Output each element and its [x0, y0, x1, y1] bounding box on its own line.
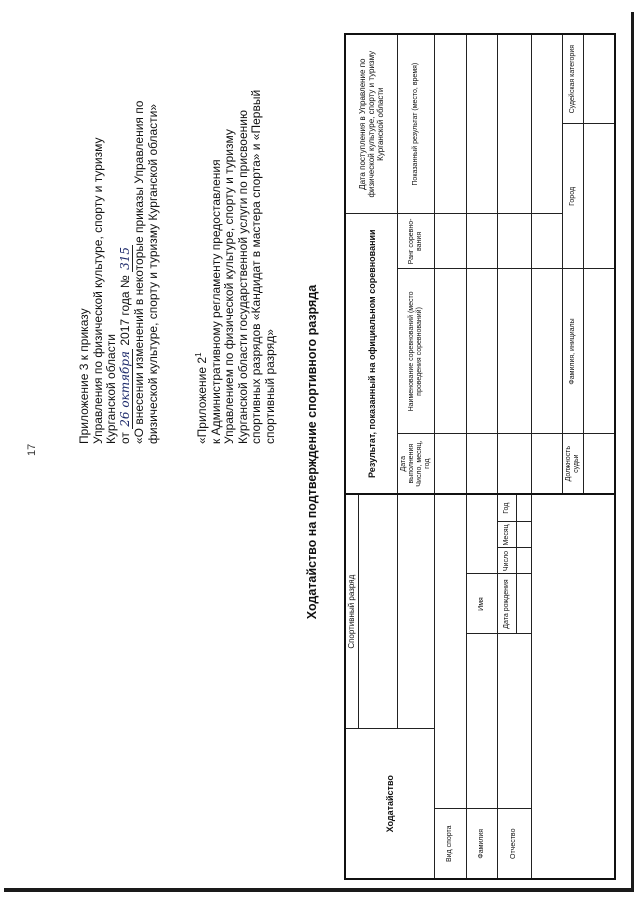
result-competition-1[interactable] [435, 269, 466, 434]
patronymic-value[interactable] [498, 634, 532, 809]
appendix-3-header [78, 24, 161, 444]
result-date-4[interactable] [531, 434, 562, 494]
name-label: Имя [466, 574, 497, 634]
appendix-3-line-2: Управления по физической культуре, спорту и туризму [90, 137, 105, 444]
competition-name-header: Наименование соревнований (место проведения соревнований) [398, 269, 435, 434]
result-competition-3[interactable] [498, 269, 532, 434]
birth-date-blank [516, 574, 531, 634]
appendix-2-line-4: Курганской области государственной услуги по присвоению [235, 110, 250, 444]
birth-year-value[interactable] [516, 494, 531, 522]
result-rank-2[interactable] [466, 214, 497, 269]
appendix-3-line-3: Курганской области [104, 334, 119, 444]
judge-category-header: Судейская категория [563, 34, 584, 124]
judge-position-value[interactable] [583, 434, 615, 494]
appendix-3-date-line [119, 24, 134, 444]
date-year-text: 2017 года № [117, 275, 132, 346]
date-received-header: Дата поступления в Управление по физической культуре, спорту и туризму Курганской области [345, 34, 398, 214]
competition-rank-header: Ранг соревно-вания [398, 214, 435, 269]
shown-result-header: Показанный результат (место, время) [398, 34, 435, 214]
name-value[interactable] [466, 494, 497, 574]
appendix-2-line-5: спортивных разрядов «Кандидат в мастера спорта» и «Первый [249, 89, 264, 444]
rotated-sheet [4, 12, 634, 892]
result-header: Результат, показанный на официальном соревновании [345, 214, 398, 494]
appendix-2-superscript: 1 [194, 352, 203, 357]
sport-type-label: Вид спорта [435, 809, 466, 879]
result-shown-4[interactable] [531, 34, 562, 214]
sport-rank-blank[interactable] [398, 494, 435, 729]
result-competition-4[interactable] [531, 269, 562, 434]
surname-label: Фамилия [466, 809, 497, 879]
city-value[interactable] [583, 124, 615, 269]
sport-rank-value[interactable] [358, 494, 398, 729]
handwritten-date: 26 октября [117, 351, 132, 427]
judge-name-value[interactable] [583, 269, 615, 434]
completion-date-label: Дата выполнения [400, 443, 416, 484]
patronymic-label: Отчество [498, 809, 532, 879]
result-rank-4[interactable] [531, 214, 562, 269]
judge-name-header: Фамилия, инициалы [563, 269, 584, 434]
judge-position-header: Должность судьи [563, 434, 584, 494]
document-page [4, 12, 634, 892]
city-header: Город [563, 124, 584, 269]
sport-rank-header: Спортивный разряд [345, 494, 358, 729]
surname-value[interactable] [466, 634, 497, 809]
date-prefix: от [117, 432, 132, 444]
appendix-2-line-2: к Административному регламенту предоставления [208, 159, 223, 444]
birth-day-value[interactable] [516, 548, 531, 574]
appendix-3-line-1: Приложение 3 к приказу [77, 308, 91, 444]
handwritten-order-number: 315 [117, 246, 132, 270]
petition-form-table [344, 33, 616, 880]
appendix-2-title: «Приложение 2 [195, 356, 209, 444]
result-date-1[interactable] [435, 434, 466, 494]
birth-month-value[interactable] [516, 522, 531, 548]
form-title: Ходатайство на подтверждение спортивного разряда [305, 284, 319, 620]
result-shown-2[interactable] [466, 34, 497, 214]
birth-date-label: Дата рождения [498, 574, 517, 634]
birth-month-label: Месяц [498, 522, 517, 548]
applicant-header: Ходатайство [345, 729, 435, 879]
result-shown-1[interactable] [435, 34, 466, 214]
completion-date-header [398, 434, 435, 494]
completion-date-sublabel: Число, месяц, год [416, 440, 432, 487]
result-date-3[interactable] [498, 434, 532, 494]
result-date-2[interactable] [466, 434, 497, 494]
appendix-3-line-5: «О внесении изменений в некоторые приказы Управления по [132, 100, 147, 444]
birth-year-label: Год [498, 494, 517, 522]
page-number: 17 [26, 443, 38, 456]
result-rank-3[interactable] [498, 214, 532, 269]
result-shown-3[interactable] [498, 34, 532, 214]
appendix-3-line-6: физической культуре, спорту и туризму Курганской области» [145, 103, 160, 444]
result-rank-1[interactable] [435, 214, 466, 269]
result-competition-2[interactable] [466, 269, 497, 434]
appendix-2-line-1 [196, 24, 210, 444]
birth-day-label: Число [498, 548, 517, 574]
appendix-2-line-3: Управлением по физической культуре, спорту и туризму [222, 129, 237, 444]
judge-category-value[interactable] [583, 34, 615, 124]
sport-type-value[interactable] [435, 494, 466, 809]
appendix-2-header [196, 24, 278, 444]
appendix-2-line-6: спортивный разряд» [262, 329, 277, 444]
applicant-extra-area [531, 494, 615, 879]
